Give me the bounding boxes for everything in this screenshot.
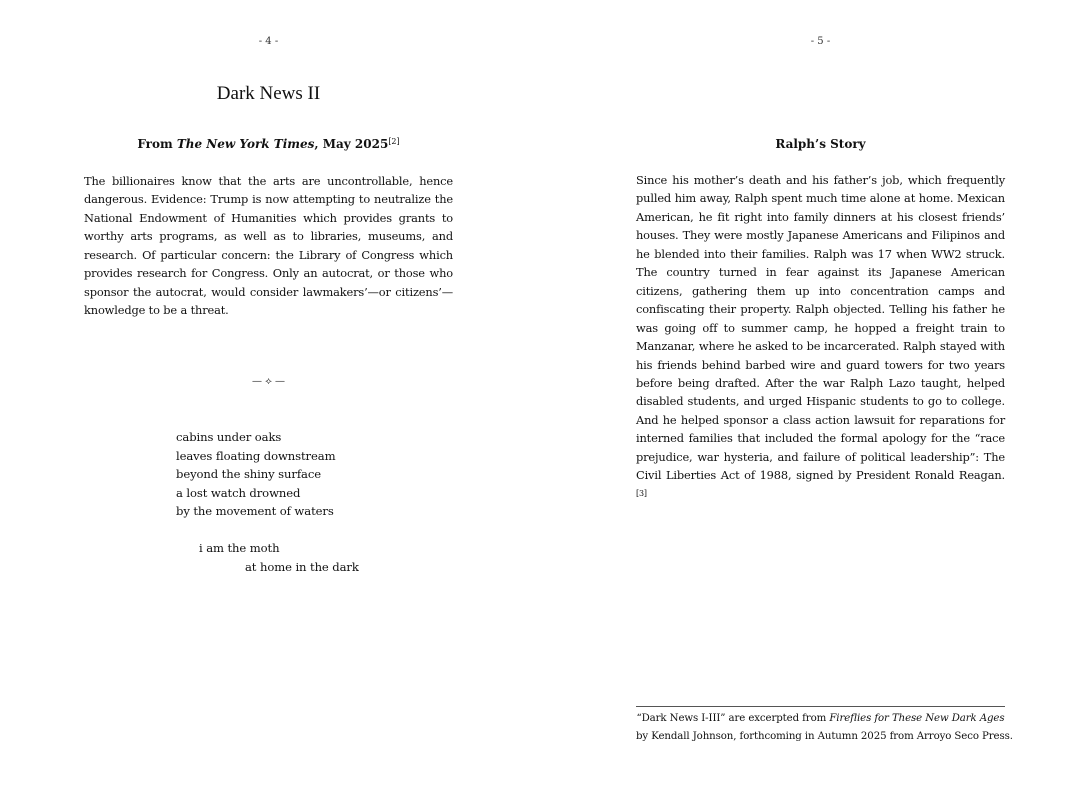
poem-line: cabins under oaks [176,430,282,444]
footnote [636,710,1013,746]
heading-publication: The New York Times [176,137,315,151]
chapter-title: Dark News II [216,83,321,104]
poem-line: beyond the shiny surface [176,467,322,481]
section-ornament: — ⟡ — [252,376,285,387]
poem-line: i am the moth [199,541,280,555]
footnote-divider [636,706,1005,707]
paragraph-text: Since his mother’s death and his father’s job, which frequently pulled him away, Ralph spent much time alone at home. Mexican American, he fit right into family dinners at his closest friends’ houses. They were mostly Japanese Americans and Filipinos and he blended into their families. Ralph was 17 when WW2 struck. The country turned in fear against its Japanese American citizens, gathering them up into concentration camps and confiscating their property. Ralph objected. Telling his father he was going off to summer camp, he hopped a freight train to Manzanar, where he asked to be incarcerated. Ralph stayed with his friends behind barbed wire and guard towers for two years before being drafted. After the war Ralph Lazo taught, helped disabled students, and urged Hispanic students to go to college. And he helped sponsor a class action lawsuit for reparations for interned families that included the formal apology for the “race prejudice, war hysteria, and failure of political leadership”: The Civil Liberties Act of 1988, signed by President Ronald Reagan. [636,173,1005,483]
footnote-ref-3[interactable]: [3] [636,488,647,498]
page-number-left: - 4 - [258,36,279,47]
page-number-right: - 5 - [810,36,831,47]
poem [176,428,359,576]
left-page [84,0,453,805]
poem-line: a lost watch drowned [176,485,301,500]
stanza-break [176,521,359,540]
section-heading-nyt [84,137,453,151]
heading-suffix: , May 2025 [314,137,389,151]
footnote-prefix: “Dark News I-III” are excerpted from [636,713,830,724]
paragraph-billionaires: The billionaires know that the arts are uncontrollable, hence dangerous. Evidence: Trump is now attempting to neutralize the National Endowment of Humanities which provides grants to worthy arts programs, as well as to libraries, museums, and research. Of particular concern: the Library of Congress which provides research for Congress. Only an autocrat, or those who sponsor the autocrat, would consider lawmakers’—or citizens’—knowledge to be a threat. [84,174,453,318]
poem-line: at home in the dark [245,559,359,574]
section-heading-ralph: Ralph’s Story [775,137,866,151]
footnote-ref-2[interactable]: [2] [388,137,400,146]
poem-line: by the movement of waters [176,504,334,518]
right-page [636,0,1013,805]
footnote-line-2: by Kendall Johnson, forthcoming in Autumn 2025 from Arroyo Seco Press. [636,731,1013,742]
poem-line: leaves floating downstream [176,448,336,463]
footnote-book-title: Fireflies for These New Dark Ages [829,713,1005,724]
paragraph-ralph-story [636,171,1005,505]
heading-prefix: From [137,137,177,151]
footnote-line-1 [636,710,1005,728]
